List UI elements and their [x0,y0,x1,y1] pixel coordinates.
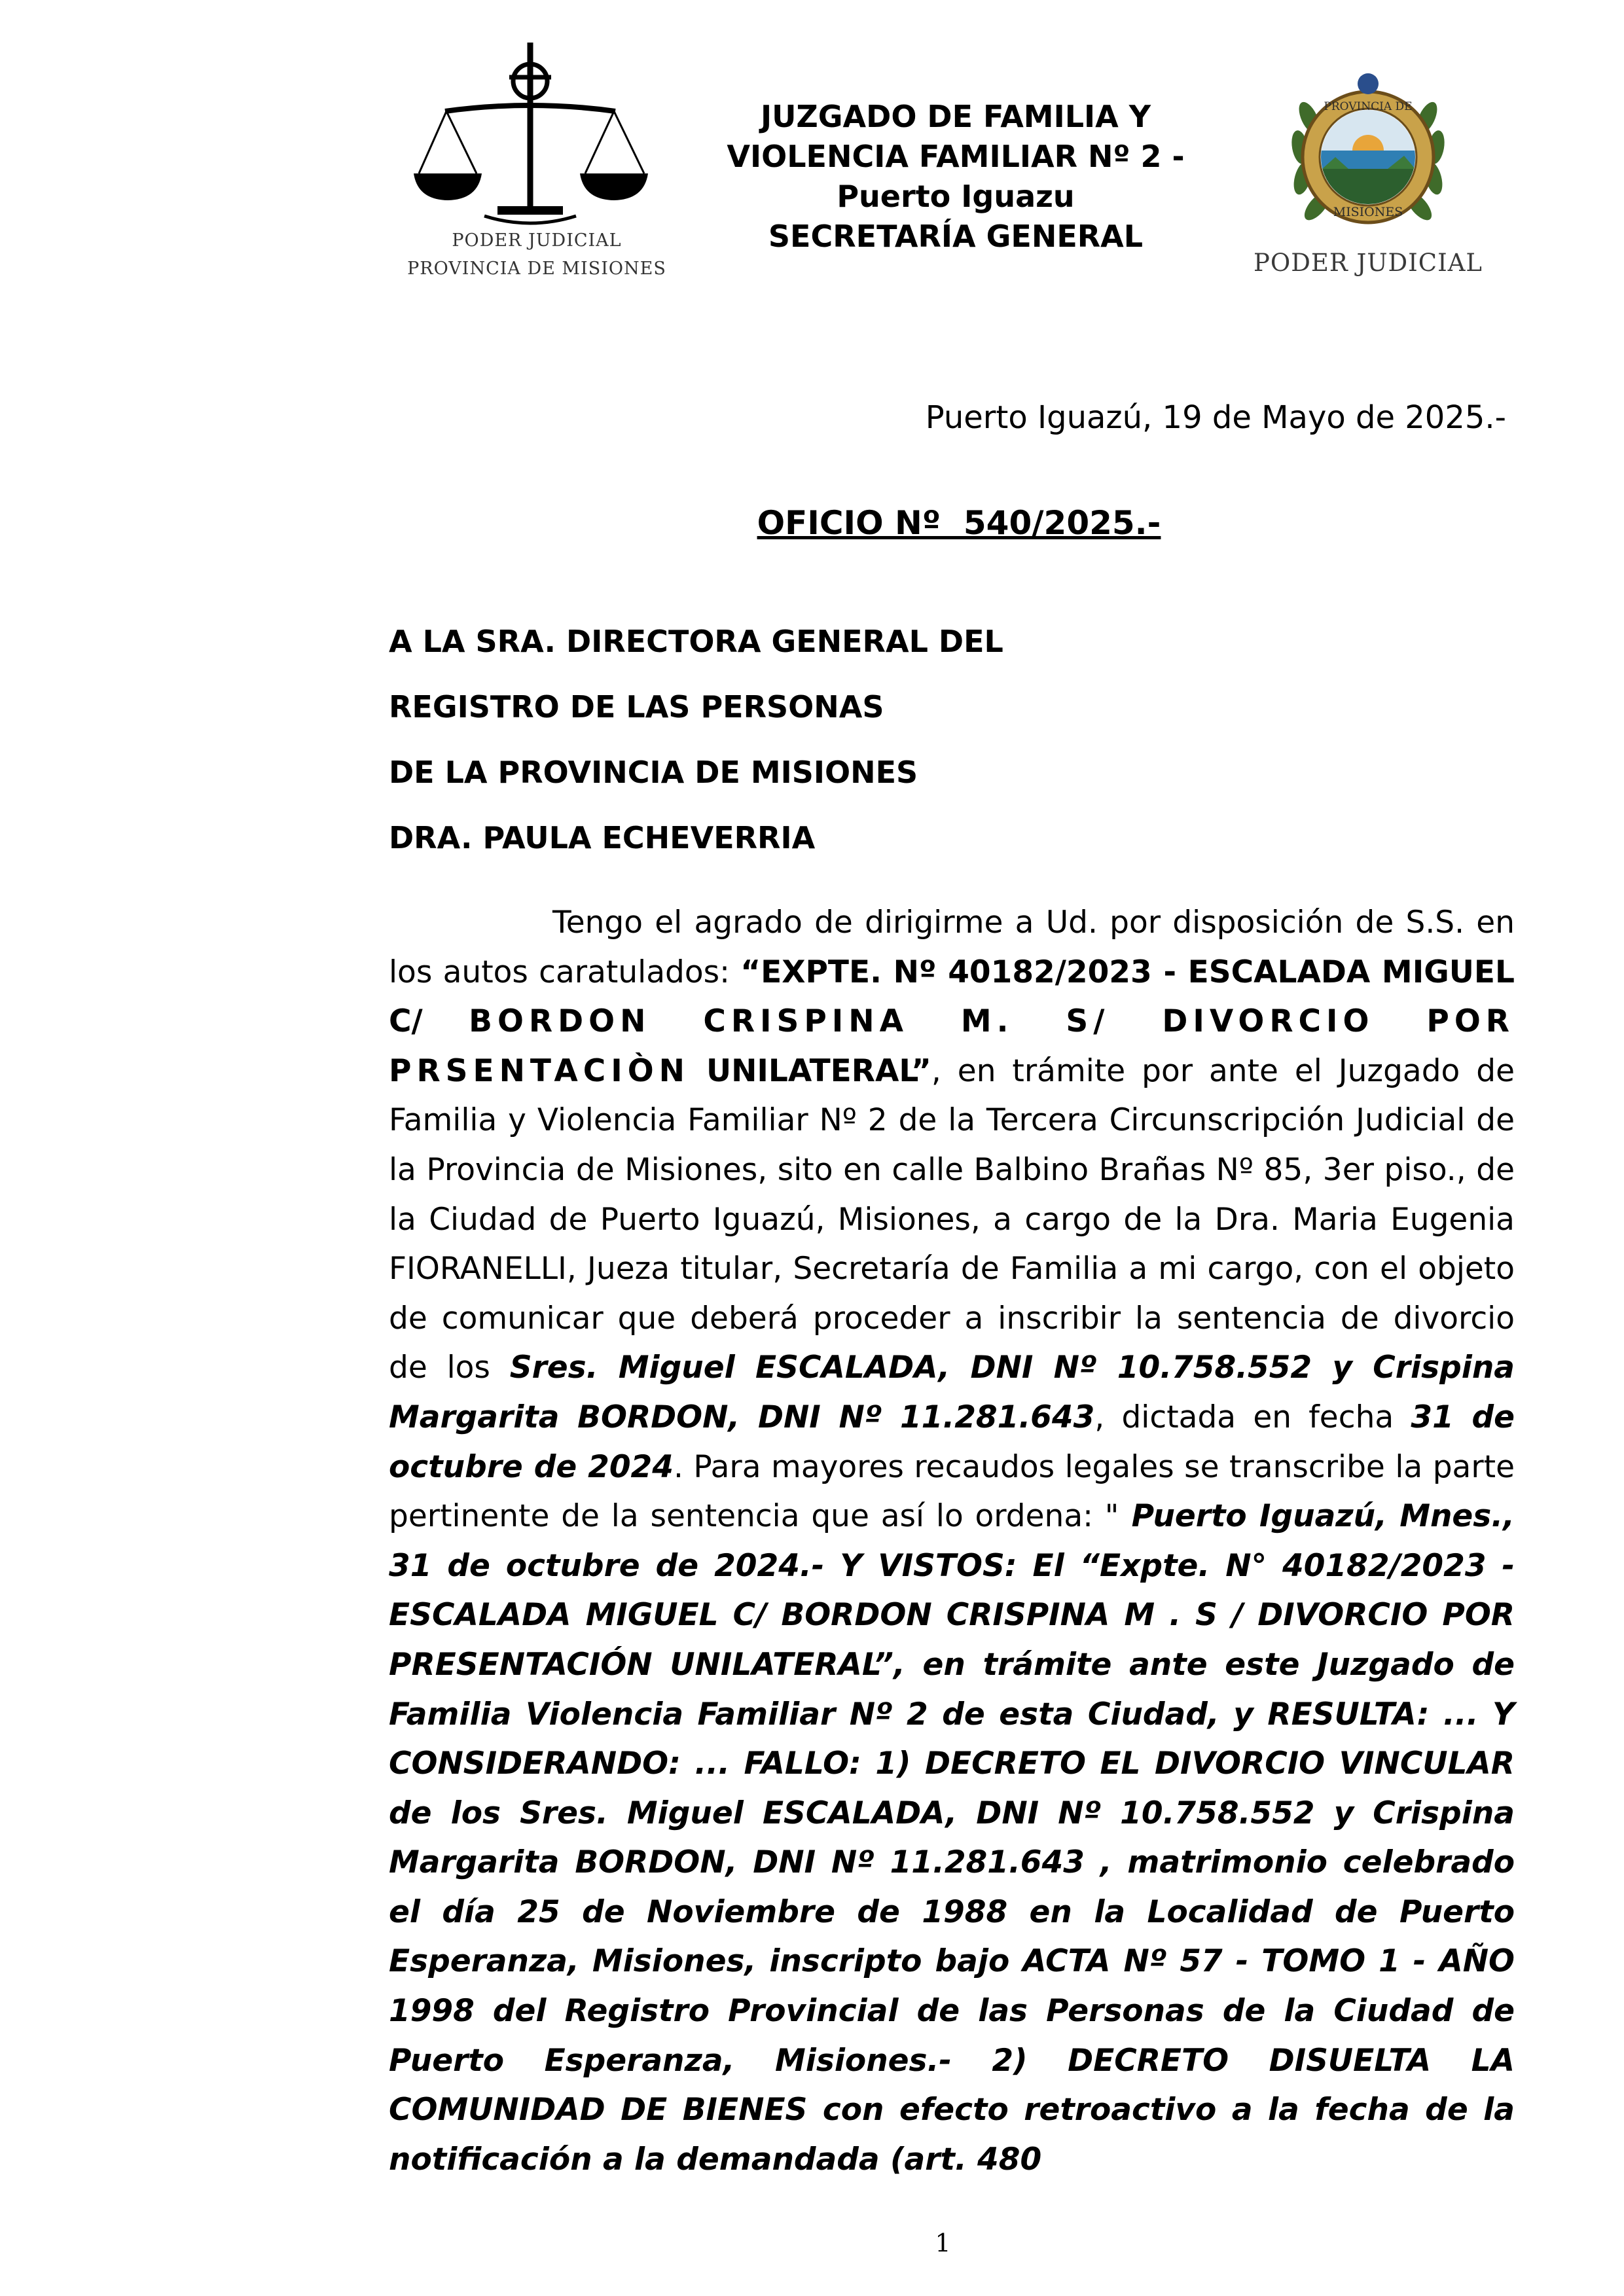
addressee-line: DE LA PROVINCIA DE MISIONES [389,755,918,790]
provincial-seal-icon [1244,59,1492,249]
court-description-text: , en trámite por ante el Juzgado de Familia y Violencia Familiar Nº 2 de la Tercera Circunscripción Judicial de la Provincia de Misiones, sito en calle Balbino Brañas Nº 85, 3er piso., de la Ciudad de Puerto Iguazú, Misiones, a cargo de la Dra. Maria Eugenia FIORANELLI, Jueza titular, Secretaría de Familia a mi cargo, con el objeto de comunicar que deberá proceder a inscribir la sentencia de divorcio de los [389,1052,1515,1386]
addressee-line: A LA SRA. DIRECTORA GENERAL DEL [389,624,1003,659]
parties-names: Sres. Miguel ESCALADA, DNI Nº 10.758.552 y Crispina Margarita BORDON, DNI Nº 11.281.643 [389,1350,1515,1435]
case-title-part: BORDON CRISPINA M. S/ DIVORCIO POR PRSENTACIÒN [389,1003,1515,1089]
seal-ring-top-text: PROVINCIA DE [1324,100,1413,113]
logo-right-caption: PODER JUDICIAL [1253,249,1483,277]
document-date: Puerto Iguazú, 19 de Mayo de 2025.- [925,399,1506,436]
court-title-line: Puerto Iguazu [837,179,1075,214]
seal-ring-bottom-text: MISIONES [1333,205,1403,219]
case-title-part: “EXPTE. Nº 40182/2023 - ESCALADA MIGUEL C/ [389,954,1515,1040]
body-intro-text: Tengo el agrado de dirigirme a Ud. por disposición de S.S. en los autos caratulados: [389,905,1515,990]
case-title-part: UNILATERAL” [706,1052,931,1089]
scales-of-justice-icon [399,39,674,236]
addressee-line: REGISTRO DE LAS PERSONAS [389,689,884,725]
logo-left-line2: PROVINCIA DE MISIONES [407,259,666,279]
addressee-line: DRA. PAULA ECHEVERRIA [389,820,816,855]
poder-judicial-scales-logo [399,39,674,288]
addressee-block [389,609,1003,870]
page-number: 1 [935,2229,951,2257]
dictated-text: , dictada en fecha [1094,1399,1411,1435]
ruling-quote: Puerto Iguazú, Mnes., 31 de octubre de 2024.- Y VISTOS: El “Expte. N° 40182/2023 - ESCALADA MIGUEL C/ BORDON CRISPINA M . S / DIVORCIO POR PRESENTACIÓN UNILATERAL”, en trámite ante este Juzgado de Familia Violencia Familiar Nº 2 de esta Ciudad, y RESULTA: ... Y CONSIDERANDO: ... FALLO: 1) DECRETO EL DIVORCIO VINCULAR de los Sres. Miguel ESCALADA, DNI Nº 10.758.552 y Crispina Margarita BORDON, DNI Nº 11.281.643 , matrimonio celebrado el día 25 de Noviembre de 1988 en la Localidad de Puerto Esperanza, Misiones, inscripto bajo ACTA Nº 57 - TOMO 1 - AÑO 1998 del Registro Provincial de las Personas de la Ciudad de Puerto Esperanza, Misiones.- 2) DECRETO DISUELTA LA COMUNIDAD DE BIENES con efecto retroactivo a la fecha de la notificación a la demandada (art. 480 [389,1498,1515,2178]
misiones-province-seal-logo [1244,59,1492,288]
court-title-line: SECRETARÍA GENERAL [768,219,1144,254]
oficio-number: OFICIO Nº 540/2025.- [757,504,1161,542]
court-title-line: VIOLENCIA FAMILIAR Nº 2 - [727,139,1185,174]
court-title-line: JUZGADO DE FAMILIA Y [760,99,1151,134]
ruling-date: 31 de octubre de 2024 [389,1399,1515,1485]
body-paragraph [389,898,1515,2184]
court-header-title [674,97,1237,257]
logo-left-line1: PODER JUDICIAL [452,230,622,251]
transcription-intro-text: . Para mayores recaudos legales se transcribe la parte pertinente de la sentencia que así lo ordena: " [389,1448,1515,1535]
